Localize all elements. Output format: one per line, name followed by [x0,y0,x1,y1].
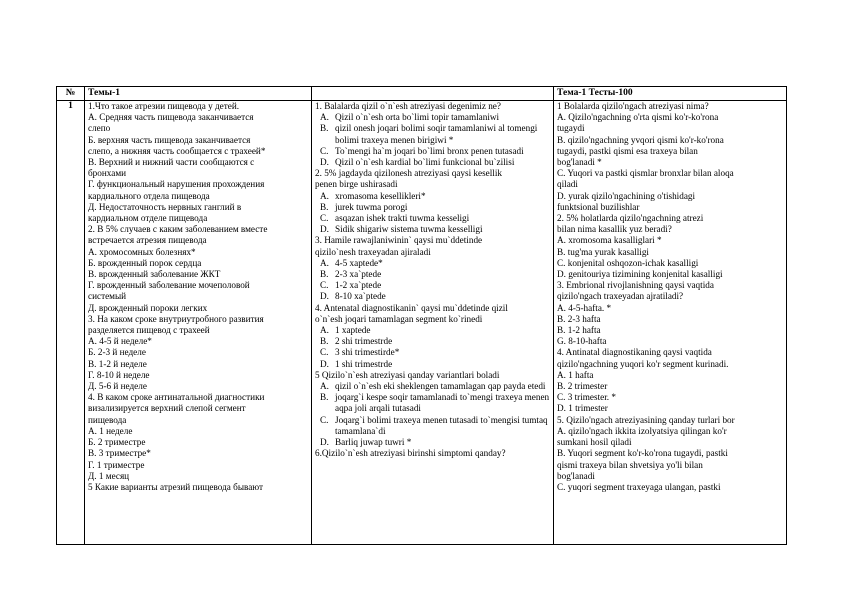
question-line: tugaydi, pastki qismi esa traxeya bilan [557,145,698,156]
option-text: qizil o`n`esh eki sheklengen tamamlagan qap payda etedi [335,381,546,392]
option-text: 1 xaptede [335,325,371,336]
question-line: 2. 5% jagdayda qizilonesh atreziyasi qaysi kesellik [315,168,503,179]
table-header-row [57,87,787,101]
option-letter: D. [320,358,329,369]
question-line: B. Yuqori segment ko'r-ko'rona tugaydi, pastki [557,448,728,459]
question-line: слепо [88,123,111,134]
answer-option [315,157,550,168]
answer-option [315,381,550,392]
question-line: qizilo'ngach traxeyadan ajratiladi? [557,291,684,302]
option-text: jurek tuwma porogi [335,201,408,212]
question-line: визализируется верхний слепой сегмент [88,403,246,414]
question-line: пищевода [88,414,127,425]
question-line: 5. Qizilo'ngach atreziyasining qanday turlari bor [557,414,735,425]
question-line: bog'lanadi * [557,157,602,168]
question-line: 2. В 5% случаев с каким заболеванием вместе [88,224,268,235]
answer-option [315,146,550,157]
answer-option [315,123,550,145]
question-line: А. хромосомных болезнях* [88,246,196,257]
answer-option [315,291,550,302]
option-letter: C. [320,213,329,224]
option-text: To`mengi ha`m joqari bo`limi bronx penen tutasadi [335,145,524,156]
option-letter: A. [320,190,329,201]
option-letter: C. [320,280,329,291]
question-line: qizilo`nesh traxeyadan ajiraladi [315,246,431,257]
option-letter: A. [320,112,329,123]
question-line: встречается атрезия пищевода [88,235,207,246]
question-line: Б. 2 триместре [88,437,146,448]
question-table [56,86,787,545]
russian-questions-cell [85,101,312,545]
question-line: bilan nima kasallik yuz beradi? [557,224,672,235]
question-line: 5 Qizilo`n`esh atreziyasi qanday variantlari boladi [315,369,500,380]
option-letter: A. [320,381,329,392]
question-line: Д. 1 месяц [88,470,130,481]
question-line: C. Yuqori va pastki qismlar bronxlar bilan aloqa [557,168,734,179]
header-topic-russian: Темы-1 [85,87,312,101]
question-line: sumkani hosil qiladi [557,437,632,448]
karakalpak-questions-cell [312,101,554,545]
option-letter: A. [320,257,329,268]
question-line: B. 1-2 hafta [557,325,601,336]
answer-option [315,280,550,291]
question-line: Г. функциональный нарушения прохождения [88,179,265,190]
question-line: Г. 8-10 й неделе [88,369,150,380]
question-line: 4. Antenatal diagnostikanin` qaysi mu`ddetinde qizil [315,302,508,313]
question-line: А. 4-5 й неделе* [88,336,152,347]
option-text: qizil onesh joqari bolimi soqir tamamlaniwi al tomengi bolimi traxeya menen birigiwi * [335,123,538,145]
option-text: xromasoma keselliklеri* [335,190,426,201]
option-letter: B. [320,392,329,403]
question-line: слепо, а нижняя часть сообщается с трахеей* [88,145,266,156]
question-line: G. 8-10-hafta [557,336,607,347]
option-letter: D. [320,157,329,168]
question-line: кардиальном отделе пищевода [88,213,208,224]
question-line: А. Средняя часть пищевода заканчивается [88,112,254,123]
answer-option [315,325,550,336]
question-line: системый [88,291,127,302]
option-letter: B. [320,269,329,280]
table-row [57,101,787,545]
question-line: Б. 2-3 й неделе [88,347,146,358]
uzbek-questions-cell [554,101,787,545]
question-line: Б. верхняя часть пищевода заканчивается [88,134,251,145]
option-text: 1-2 xa`ptede [335,280,382,291]
question-line: 4. В каком сроке антинатальной диагностики [88,392,265,403]
question-line: B. 2-3 hafta [557,313,601,324]
row-number: 1 [57,101,85,545]
option-text: Qizil o`n`esh kardial bo`limi funkcional bu`zilisi [335,157,515,168]
question-line: 1. Balalarda qizil o`n`esh atreziyasi degenimiz ne? [315,101,501,111]
answer-option [315,112,550,123]
question-line: A. qizilo'ngach ikkita izolyatsiya qilingan ko'r [557,425,727,436]
answer-option [315,202,550,213]
option-text: 3 shi trimestirde* [335,347,400,358]
answer-option [315,415,550,437]
question-line: разделяется пищевод с трахеей [88,325,210,336]
question-line: qiladi [557,179,578,190]
question-line: 1.Что такое атрезии пищевода у детей. [88,101,240,111]
option-text: 4-5 xaptede* [335,257,383,268]
answer-option [315,437,550,448]
option-letter: D. [320,224,329,235]
option-text: Qizil o`n`esh orta bo`limi topir tamamlaniwi [335,112,500,123]
question-line: C. konjenital oshqozon-ichak kasalligi [557,257,699,268]
question-line: A. Qizilo'ngachning o'rta qismi ko'r-ko'rona [557,112,719,123]
question-line: 4. Antinatal diagnostikaning qaysi vaqtida [557,347,712,358]
question-line: A. 4-5-hafta. * [557,302,612,313]
question-line: D. 1 trimester [557,403,608,414]
answer-option [315,392,550,414]
option-letter: B. [320,201,329,212]
question-line: В. Верхний и нижний части сообщаются с [88,157,255,168]
question-line: Д. Недостаточность нервных ганглий в [88,201,242,212]
option-text: 8-10 xa`ptede [335,291,386,302]
option-text: Barliq juwap tuwri * [335,437,412,448]
question-line: qizilo'ngachning yuqori ko'r segment kurinadi. [557,358,729,369]
question-line: B. 2 trimester [557,381,608,392]
question-line: бронхами [88,168,127,179]
answer-option [315,258,550,269]
option-letter: C. [320,145,329,156]
header-number: № [57,87,85,101]
question-line: Г. врожденный заболевание мочеполовой [88,280,250,291]
answer-option [315,347,550,358]
option-letter: B. [320,123,329,134]
question-line: Г. 1 триместре [88,459,145,470]
question-line: A. xromosoma kasalliglari * [557,235,662,246]
question-line: Б. врожденный порок сердца [88,257,202,268]
question-line: B. tug'ma yurak kasalligi [557,246,649,257]
question-line: D. yurak qizilo'ngachining o'tishidagi [557,190,696,201]
option-text: 2-3 xa`ptede [335,269,382,280]
option-text: Sidik shigariw sistema tuwma kesselligi [335,224,483,235]
question-line: Д. 5-6 й неделе [88,381,147,392]
question-line: penen birge ushirasadi [315,179,398,190]
question-line: tugaydi [557,123,585,134]
question-line: C. 3 trimester. * [557,392,616,403]
answer-option [315,213,550,224]
question-line: 2. 5% holatlarda qizilo'ngachning atrezi [557,213,704,224]
option-letter: A. [320,325,329,336]
question-line: C. yuqori segment traxeyaga ulangan, pastki [557,481,721,492]
question-line: bog'lanadi [557,470,595,481]
option-letter: B. [320,336,329,347]
option-text: joqarg`i kespe soqir tamamlanadi to`mengi traxeya menen aqpa joli arqali tutasadi [335,392,550,414]
question-line: o`n`esh joqari tamamlagan segment ko`rinedi [315,313,483,324]
option-letter: C. [320,414,329,425]
question-line: В. врожденный заболевание ЖКТ [88,269,221,280]
option-text: 1 shi trimestrde [335,358,393,369]
question-line: 3. Embrional rivojlanishning qaysi vaqtida [557,280,714,291]
question-line: 1 Bolalarda qizilo'ngach atreziyasi nima? [557,101,709,111]
option-letter: D. [320,291,329,302]
question-line: В. 3 триместре* [88,448,151,459]
option-text: Joqarg`i bolimi traxeya menen tutasadi to`mengisi tumtaq tamamlana`di [335,414,548,436]
question-line: funktsional buzilishlar [557,201,640,212]
answer-option [315,336,550,347]
answer-option [315,269,550,280]
question-line: 3. Hamile rawajlaniwinin` qaysi mu`ddetinde [315,235,483,246]
question-line: 6.Qizilo`n`esh atreziyasi birinshi simptomi qanday? [315,448,506,459]
question-line: А. 1 неделе [88,425,133,436]
question-line: qismi traxeya bilan shvetsiya yo'li bilan [557,459,703,470]
option-letter: D. [320,437,329,448]
header-topic-karakalpak [312,87,554,101]
question-line: 5 Какие варианты атрезий пищевода бывают [88,481,264,492]
option-text: asqazan ishek trakti tuwma kesseligi [335,213,470,224]
question-line: A. 1 hafta [557,369,594,380]
question-line: Д. врожденный пороки легких [88,302,208,313]
answer-option [315,224,550,235]
option-text: 2 shi trimestrde [335,336,393,347]
answer-option [315,191,550,202]
answer-option [315,359,550,370]
question-line: кардиального отдела пищевода [88,190,210,201]
header-tests-uzbek: Тема-1 Тесты-100 [554,87,787,101]
option-letter: C. [320,347,329,358]
question-line: В. 1-2 й неделе [88,358,147,369]
question-line: D. genitouriya tizimining konjenital kasalligi [557,269,723,280]
question-line: 3. На каком сроке внутриутробного развития [88,313,264,324]
question-line: B. qizilo'ngachning yvqori qismi ko'r-ko'rona [557,134,724,145]
